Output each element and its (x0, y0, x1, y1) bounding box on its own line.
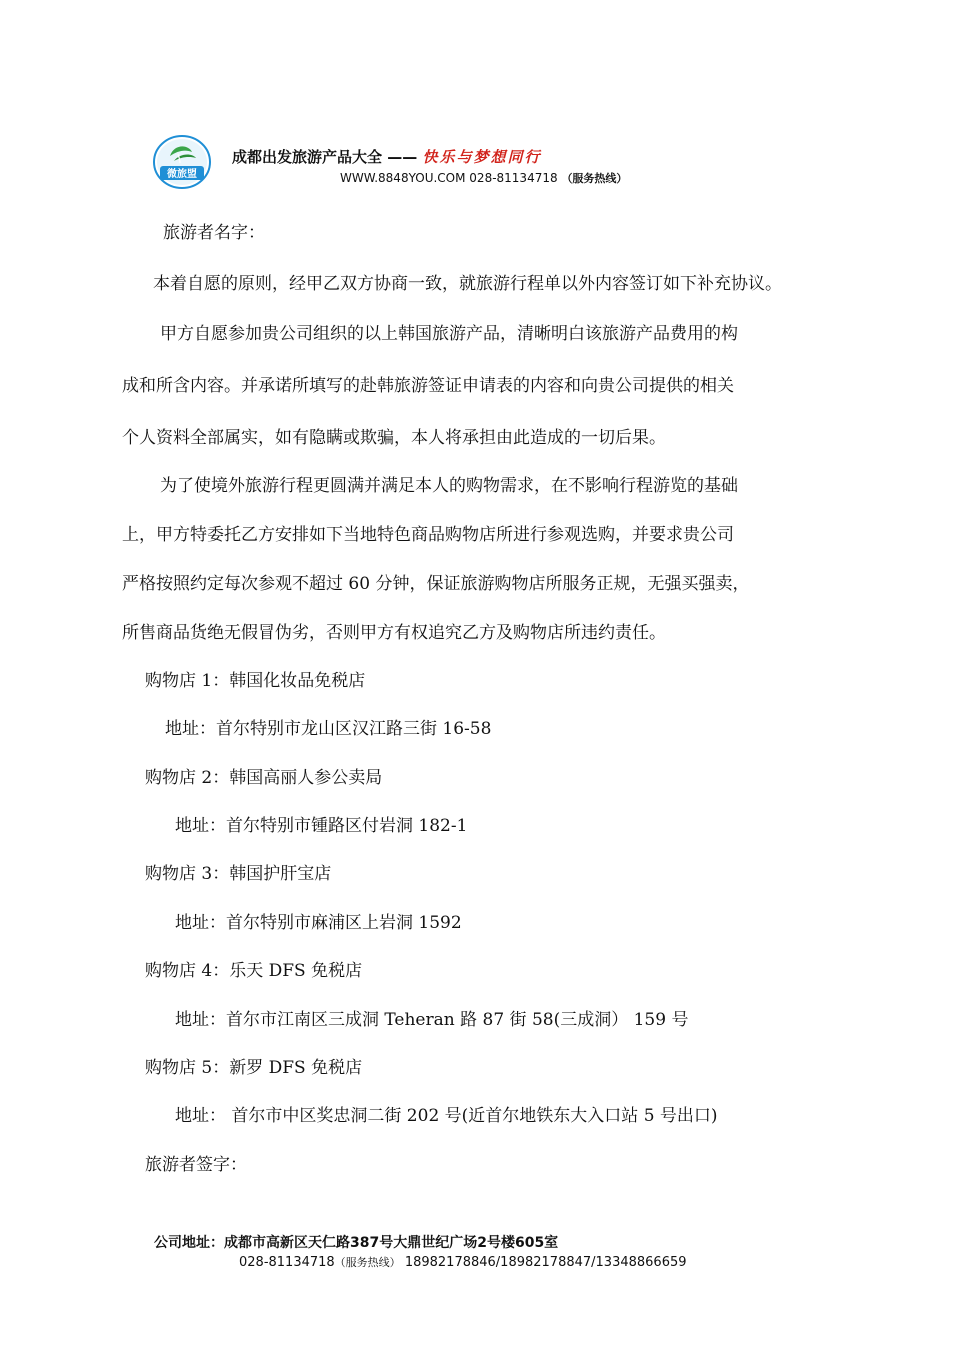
header-hotline: 028-81134718 (469, 171, 558, 185)
header-hotline-note: （服务热线） (561, 172, 628, 185)
brand-title: 成都出发旅游产品大全 (232, 148, 383, 166)
paragraph-consent-line-1: 甲方自愿参加贵公司组织的以上韩国旅游产品，清晰明白该旅游产品费用的构 (160, 324, 738, 344)
paragraph-consent-line-3: 个人资料全部属实，如有隐瞒或欺骗，本人将承担由此造成的一切后果。 (122, 428, 666, 448)
shop-4-name: 购物店 4：乐天 DFS 免税店 (145, 961, 363, 981)
shop-3-name: 购物店 3：韩国护肝宝店 (145, 864, 332, 884)
paragraph-shopping-line-2: 上，甲方特委托乙方安排如下当地特色商品购物店所进行参观选购，并要求贵公司 (122, 525, 734, 545)
shop-1-address: 地址：首尔特别市龙山区汉江路三街 16-58 (165, 719, 492, 739)
shop-1-name: 购物店 1：韩国化妆品免税店 (145, 671, 366, 691)
shop-3-address: 地址：首尔特别市麻浦区上岩洞 1592 (175, 913, 462, 933)
leaf-logo-icon (152, 134, 212, 190)
document-header (152, 134, 712, 194)
footer-address: 公司地址：成都市高新区天仁路387号大鼎世纪广场2号楼605室 (154, 1235, 559, 1251)
brand-slogan: 快乐与梦想同行 (422, 148, 542, 166)
tourist-signature-label: 旅游者签字： (145, 1155, 247, 1175)
paragraph-shopping-line-4: 所售商品货绝无假冒伪劣，否则甲方有权追究乙方及购物店所违约责任。 (122, 623, 666, 643)
paragraph-shopping-line-3: 严格按照约定每次参观不超过 60 分钟，保证旅游购物店所服务正规，无强买强卖， (122, 574, 750, 594)
logo-text: 微旅盟 (167, 169, 197, 180)
company-logo (152, 134, 212, 190)
shop-2-address: 地址：首尔特别市锺路区付岩洞 182-1 (175, 816, 468, 836)
shop-5-address: 地址： 首尔市中区奖忠洞二街 202 号(近首尔地铁东大入口站 5 号出口) (175, 1106, 718, 1126)
footer-hotline: 028-81134718 (239, 1255, 335, 1270)
paragraph-consent-line-2: 成和所含内容。并承诺所填写的赴韩旅游签证申请表的内容和向贵公司提供的相关 (122, 376, 734, 396)
paragraph-intro: 本着自愿的原则，经甲乙双方协商一致，就旅游行程单以外内容签订如下补充协议。 (153, 274, 782, 294)
website-link[interactable]: WWW.8848YOU.COM (340, 171, 466, 185)
document-footer (154, 1232, 687, 1270)
brand-line (232, 146, 542, 167)
shop-5-name: 购物店 5：新罗 DFS 免税店 (145, 1058, 363, 1078)
shop-2-name: 购物店 2：韩国高丽人参公卖局 (145, 768, 383, 788)
footer-mobiles: 18982178846/18982178847/13348866659 (404, 1255, 687, 1270)
footer-hotline-note: （服务热线） (334, 1256, 401, 1269)
header-contact (340, 170, 627, 186)
brand-dash: —— (387, 148, 418, 166)
tourist-name-label: 旅游者名字： (163, 223, 265, 243)
footer-phones (239, 1254, 687, 1270)
paragraph-shopping-line-1: 为了使境外旅游行程更圆满并满足本人的购物需求，在不影响行程游览的基础 (160, 476, 738, 496)
shop-4-address: 地址：首尔市江南区三成洞 Teheran 路 87 街 58(三成洞） 159 号 (175, 1010, 689, 1030)
